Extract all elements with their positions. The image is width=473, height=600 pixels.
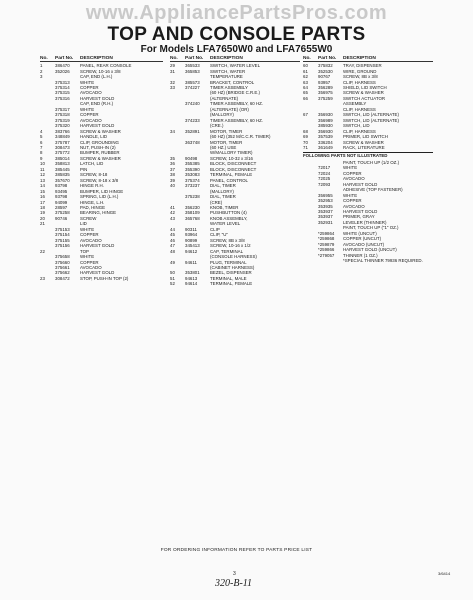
part-number: *259879 (318, 241, 335, 247)
part-number: 385835 (55, 172, 70, 178)
part-description: SCREW & WASHER (80, 155, 121, 161)
part-description: COPPER (343, 198, 362, 204)
part-description: COPPER (UNCUT) (343, 236, 382, 242)
part-description: CLIP, HARNESS (343, 106, 376, 112)
part-number: 375660 (55, 259, 70, 265)
part-illus-no: 23 (40, 275, 45, 281)
part-description: (ALTERNATE) (OR) (210, 106, 249, 112)
part-number: 375658 (55, 254, 70, 260)
part-number: 353937 (318, 208, 333, 214)
header-part: Part No. (55, 56, 74, 61)
part-description: HARVEST GOLD (80, 270, 115, 276)
parts-list-3 (303, 63, 433, 150)
part-description: TOP (80, 248, 89, 254)
part-number: 357539 (318, 134, 333, 140)
part-number: 93957 (318, 79, 331, 85)
part-description: (CRE.) (210, 123, 224, 129)
part-number: 72093 (318, 181, 331, 187)
part-description: W/MALLORY TIMER) (210, 150, 253, 156)
header-desc: DESCRIPTION (343, 56, 376, 61)
part-description: SCREW, 8-18 (80, 172, 108, 178)
part-description: PRIMER, GRAY (343, 214, 375, 220)
part-description: PANEL, REAR CONSOLE (80, 63, 132, 69)
part-description: WHITE (UNCUT) (343, 230, 377, 236)
part-description: BRACKET, CONTROL (210, 79, 255, 85)
part-row (170, 281, 300, 286)
part-description: ADHESIVE (TOP FASTENER) (343, 187, 403, 193)
part-number: *259866 (318, 247, 335, 253)
part-illus-no: 4 (40, 128, 43, 134)
part-description: AVOCADO (80, 90, 102, 96)
ordering-note: FOR ORDERING INFORMATION REFER TO PARTS PRICE LIST (160, 548, 313, 553)
part-description: TEMPERATURE (210, 74, 243, 80)
part-number: 375787 (55, 139, 70, 145)
part-number: 385445 (55, 166, 70, 172)
part-description: SWITCH, LID (ALTERNATE) (343, 117, 399, 123)
part-illus-no: 61 (303, 68, 308, 74)
part-number: *259868 (318, 236, 335, 242)
part-number: 356930 (318, 128, 333, 134)
parts-column-2 (170, 56, 300, 287)
part-number: 93964 (185, 232, 198, 238)
part-description: TIMER ASSEMBLY, 60 HZ. (210, 117, 264, 123)
part-number: 353935 (318, 203, 333, 209)
part-number: 374233 (185, 117, 200, 123)
part-number: 374240 (185, 101, 200, 107)
part-description: KNOB, TIMER (210, 204, 239, 210)
part-illus-no: 8 (40, 150, 43, 156)
part-description: TERMINAL, MALE (210, 275, 247, 281)
parts-column-3 (303, 56, 433, 264)
part-illus-no: 16 (40, 194, 45, 200)
part-number: 375320 (55, 123, 70, 129)
part-number: 374227 (185, 85, 200, 91)
part-description: BLOCK, DISCONNECT (210, 166, 257, 172)
part-description: WIRE, GROUND (343, 68, 377, 74)
part-illus-no: 50 (170, 270, 175, 276)
part-number: 353083 (185, 172, 200, 178)
document-number: 3/6414 (438, 571, 451, 576)
part-number: 375314 (55, 85, 70, 91)
part-illus-no: 47 (170, 243, 175, 249)
part-number: 375153 (55, 226, 70, 232)
part-illus-no: 70 (303, 139, 308, 145)
part-illus-no: 66 (303, 95, 308, 101)
part-description: PANEL, CONTROL (210, 177, 248, 183)
part-description: LID (80, 221, 87, 227)
part-number: 356975 (318, 90, 333, 96)
part-description: THINNER (1 OZ.) (343, 252, 378, 258)
part-description: SCREW, 8B x 3/8 (343, 74, 378, 80)
part-number: 357670 (55, 177, 70, 183)
part-number: 94612 (185, 248, 198, 254)
part-description: AVOCADO (80, 264, 102, 270)
not-illustrated-heading: FOLLOWING PARTS NOT ILLUSTRATED (303, 152, 433, 158)
part-description: AVOCADO (80, 237, 102, 243)
handwritten-note: 320-B-11 (215, 578, 253, 589)
header-part: Part No. (185, 56, 204, 61)
part-description: COPPER (80, 232, 99, 238)
part-number: 348849 (55, 134, 70, 140)
part-illus-no: 21 (40, 221, 45, 227)
part-number: 375662 (55, 270, 70, 276)
part-description: CAP, TERMINAL (210, 248, 244, 254)
part-illus-no: 12 (40, 172, 45, 178)
part-number: 352891 (185, 128, 200, 134)
part-number: 375772 (55, 150, 70, 156)
part-description: TIMER ASSEMBLY, 60 HZ. (210, 101, 264, 107)
part-illus-no: 67 (303, 112, 308, 118)
part-description: PAINT, TOUCH UP ("1" OZ.) (343, 225, 399, 231)
part-number: 375318 (55, 112, 70, 118)
part-illus-no: 33 (170, 85, 175, 91)
part-description: NUT, PUSH-IN (2) (80, 145, 116, 150)
parts-list-1 (40, 63, 163, 281)
part-number: 375374 (185, 177, 200, 183)
header-no: No. (303, 56, 311, 61)
part-description: SCREW & WASHER (343, 139, 384, 145)
part-row (40, 276, 163, 281)
part-description: SHIELD, LID SWITCH (343, 85, 387, 91)
part-number: 28597 (55, 204, 68, 210)
parts-list-not-illustrated (303, 160, 433, 264)
part-illus-no: 62 (303, 74, 308, 80)
part-number: 352953 (318, 198, 333, 204)
part-number: 94613 (185, 275, 198, 281)
part-illus-no: 39 (170, 177, 175, 183)
part-number: 386470 (55, 63, 70, 69)
part-row (303, 258, 433, 263)
part-description: SCREW, 8B x 3/8 (210, 237, 245, 243)
part-description: *SPECIAL THINNER 79936 REQUIRED. (343, 258, 423, 264)
part-description: (60 HZ) (352 M/C.C.R. TIMER) (210, 134, 271, 140)
part-number: 375259 (318, 95, 333, 101)
column-header (40, 56, 163, 62)
part-illus-no: 29 (170, 63, 175, 69)
part-number: 385573 (185, 79, 200, 85)
part-illus-no: 14 (40, 183, 45, 189)
part-description: ASSEMBLY (343, 101, 367, 107)
part-description: MOTOR, TIMER (210, 128, 243, 134)
part-description: HARVEST GOLD (343, 208, 378, 214)
page-title: TOP AND CONSOLE PARTS (107, 24, 366, 45)
part-number: 356989 (318, 117, 333, 123)
header-desc: DESCRIPTION (210, 56, 243, 61)
part-illus-no: 37 (170, 166, 175, 172)
part-illus-no: 40 (170, 183, 175, 189)
column-header (170, 56, 300, 62)
part-number: 336204 (318, 139, 333, 145)
part-description: WHITE (80, 226, 95, 232)
part-illus-no: 1 (40, 63, 43, 69)
page-number: 3 (233, 571, 236, 577)
part-number: 385014 (55, 155, 70, 161)
part-description: COPPER (80, 259, 99, 265)
part-description: CLIP (210, 226, 220, 232)
part-number: 345413 (185, 243, 200, 249)
part-illus-no: 7 (40, 145, 43, 150)
part-description: (MALLORY) (210, 188, 234, 194)
part-number: 365768 (185, 215, 200, 221)
part-description: PRIMER, LID SWITCH (343, 134, 388, 140)
part-description: RACK, LITERATURE (343, 145, 385, 150)
part-illus-no: 43 (170, 215, 175, 221)
part-illus-no: 13 (40, 177, 45, 183)
part-description: TERMINAL, FEMALE (210, 281, 253, 287)
part-illus-no: 38 (170, 172, 175, 178)
part-illus-no: 15 (40, 188, 45, 194)
part-description: AVOCADO (343, 203, 365, 209)
part-description: SCREW (80, 215, 97, 221)
part-description: DIAL, TIMER (210, 183, 236, 189)
part-number: 383766 (55, 128, 70, 134)
part-number: 375313 (55, 79, 70, 85)
part-description: BUMPER, LID HINGE (80, 188, 124, 194)
part-description: CLIP, GROUNDING (80, 139, 119, 145)
part-description: PAD, HINGE (80, 204, 106, 210)
part-description: WHITE (80, 254, 95, 260)
part-description: HARVEST GOLD (343, 181, 378, 187)
part-description: WHITE (343, 192, 358, 198)
part-number: 375315 (55, 90, 70, 96)
part-description: CLIP, "U" (210, 232, 228, 238)
part-illus-no: 32 (170, 79, 175, 85)
part-illus-no: 46 (170, 237, 175, 243)
part-description: BLOCK, DISCONNECT (210, 161, 257, 167)
part-number: *279057 (318, 252, 335, 258)
part-number: 356289 (318, 85, 333, 91)
part-number: 308473 (55, 145, 70, 150)
part-number: 353801 (185, 270, 200, 276)
part-number: *259864 (318, 230, 335, 236)
part-description: HANDLE, LID (80, 134, 108, 140)
part-description: WHITE (343, 165, 358, 171)
part-number: 94614 (185, 281, 198, 287)
part-description: PUSHBUTTON (4) (210, 210, 247, 216)
part-illus-no: 41 (170, 204, 175, 210)
part-number: 375319 (55, 117, 70, 123)
part-description: HINGE R.H. (80, 183, 104, 189)
part-illus-no: 51 (170, 275, 175, 281)
part-illus-no: 11 (40, 166, 45, 172)
part-illus-no: 60 (303, 63, 308, 69)
part-illus-no: 9 (40, 155, 43, 161)
part-number: 94099 (55, 199, 68, 205)
part-description: KNOB ASSEMBLY, (210, 215, 248, 221)
part-illus-no: 22 (40, 248, 45, 254)
part-number: 352530 (318, 68, 333, 74)
header-part: Part No. (318, 56, 337, 61)
part-description: SCREW, 8-18 x 3/8 (80, 177, 119, 183)
part-description: COPPER (343, 170, 362, 176)
part-illus-no: 44 (170, 226, 175, 232)
part-number: 90899 (185, 237, 198, 243)
part-description: CLIP, HARNESS (343, 79, 376, 85)
part-number: 358813 (55, 161, 70, 167)
part-description: PAINT, TOUCH UP (1/2 OZ.) (343, 159, 400, 165)
part-illus-no: 45 (170, 232, 175, 238)
part-number: 355385 (185, 161, 200, 167)
part-description: SWITCH, WATER LEVEL (210, 63, 261, 69)
part-illus-no: 6 (40, 139, 43, 145)
part-illus-no: 2 (40, 68, 43, 74)
part-number: 90746 (55, 215, 68, 221)
part-number: 356930 (318, 112, 333, 118)
part-illus-no: 65 (303, 90, 308, 96)
part-number: 90767 (318, 74, 331, 80)
column-header (303, 56, 433, 62)
part-description: SPRING, LID (L.H.) (80, 194, 119, 200)
part-description: LEVELER (THINNER) (343, 219, 387, 225)
part-description: SWITCH ACTUATOR (343, 95, 386, 101)
part-description: HARVEST GOLD (80, 95, 115, 101)
part-description: HARVEST GOLD (UNCUT) (343, 247, 397, 253)
part-description: SWITCH, LID (ALTERNATE) (343, 112, 399, 118)
part-description: (MALLORY) (210, 112, 234, 118)
part-number: 352026 (55, 68, 70, 74)
part-description: SCREW & WASHER (343, 90, 384, 96)
part-illus-no: 5 (40, 134, 43, 140)
part-description: STOP, PUSH-IN TOP (2) (80, 275, 129, 281)
part-illus-no: 18 (40, 204, 45, 210)
part-description: (60 HZ) (BRIDGE C.R.E.) (210, 90, 261, 96)
part-number (318, 258, 343, 263)
part-description: PLUG, TERMINAL (210, 259, 247, 265)
part-description: BEARING, HINGE (80, 210, 117, 216)
part-number: 308472 (55, 275, 70, 281)
header-no: No. (170, 56, 178, 61)
part-description: WHITE (80, 106, 95, 112)
page-subtitle: For Models LFA7650W0 and LFA7655W0 (140, 44, 333, 55)
part-description: CLIP, HARNESS (343, 128, 376, 134)
part-description: SCREW & WASHER (80, 128, 121, 134)
part-illus-no: 63 (303, 79, 308, 85)
parts-column-1 (40, 56, 163, 281)
part-number: 356955 (318, 192, 333, 198)
part-number: 358109 (185, 210, 200, 216)
part-description: SCREW, 10-16 x 3/8 (80, 68, 121, 74)
part-number: 72024 (318, 170, 331, 176)
part-description: BEZEL, DISPENSER (210, 270, 252, 276)
part-illus-no: 71 (303, 145, 308, 150)
part-illus-no: 42 (170, 210, 175, 216)
part-description: AVOCADO (343, 176, 365, 182)
part-description: COPPER (80, 112, 99, 118)
part-number: 352931 (318, 219, 333, 225)
part-description: AVOCADO (UNCUT) (343, 241, 385, 247)
part-description: SWITCH, WATER (210, 68, 246, 74)
part-description: AVOCADO (80, 117, 102, 123)
part-number: 373237 (185, 183, 200, 189)
part-illus-no: 34 (170, 128, 175, 134)
part-illus-no: 17 (40, 199, 45, 205)
part-number: 375832 (318, 63, 333, 69)
part-description: (CABINET HARNESS) (210, 264, 255, 270)
header-desc: DESCRIPTION (80, 56, 113, 61)
part-description: CAP, END (L.H.) (80, 74, 113, 80)
part-number: 375154 (55, 232, 70, 238)
part-illus-no: 20 (40, 215, 45, 221)
part-description: TRAY, DISPENSER (343, 63, 382, 69)
part-number: 361649 (318, 145, 333, 150)
part-illus-no: 48 (170, 248, 175, 254)
part-number: 90311 (185, 226, 197, 232)
part-number: 363748 (185, 139, 200, 145)
part-description: SCREW, 10-32 x 3/16 (210, 155, 253, 161)
part-description: HARVEST GOLD (80, 123, 115, 129)
part-illus-no: 35 (170, 155, 175, 161)
part-description: (60 HZ.) USE (210, 145, 237, 150)
part-description: CAP, END (R.H.) (80, 101, 114, 107)
part-number: 375156 (55, 243, 70, 249)
parts-list-2 (170, 63, 300, 287)
part-number: 90498 (185, 155, 198, 161)
part-description: PIN (80, 166, 88, 172)
part-number: 355390 (185, 166, 200, 172)
part-number: 72017 (318, 165, 331, 171)
part-illus-no: 31 (170, 68, 175, 74)
part-number: 93798 (55, 183, 68, 189)
part-number: 375317 (55, 106, 70, 112)
part-description: TERMINAL, FEMALE (210, 172, 253, 178)
part-description: (CRE) (210, 199, 223, 205)
part-illus-no: 64 (303, 85, 308, 91)
part-number: 375316 (55, 95, 70, 101)
part-description: DIAL, TIMER (210, 194, 236, 200)
part-illus-no (303, 258, 318, 263)
part-description: BUMPER, RUBBER (80, 150, 120, 156)
part-number: 375258 (55, 210, 70, 216)
part-description: WHITE (80, 79, 95, 85)
part-illus-no: 36 (170, 161, 175, 167)
part-number: 385930 (318, 123, 333, 129)
part-illus-no: 10 (40, 161, 45, 167)
part-number: 365533 (185, 63, 200, 69)
part-description: (CONSOLE HARNESS) (210, 254, 257, 260)
part-description: TIMER ASSEMBLY (210, 85, 248, 91)
watermark: www.AppliancePartsPros.com (85, 2, 388, 24)
part-number: 93495 (55, 188, 68, 194)
part-number: 356230 (185, 204, 200, 210)
part-description: COPPER (80, 85, 99, 91)
part-number: 94611 (185, 259, 197, 265)
part-number: 93798 (55, 194, 68, 200)
part-illus-no: 19 (40, 210, 45, 216)
part-number: 375661 (55, 264, 70, 270)
part-illus-no: 52 (170, 281, 175, 287)
header-no: No. (40, 56, 48, 61)
part-description: SCREW, 10-16 x 1/2 (210, 243, 251, 249)
part-description: SWITCH, LID (343, 123, 370, 129)
part-illus-no: 49 (170, 259, 175, 265)
part-illus-no: 68 (303, 128, 308, 134)
part-description: (ALTERNATE) (210, 95, 239, 101)
part-description: HARVEST GOLD (80, 243, 115, 249)
part-number: 72025 (318, 176, 331, 182)
part-description: MOTOR, TIMER (210, 139, 243, 145)
part-description: LATCH, LID (80, 161, 104, 167)
part-illus-no: 3 (40, 74, 43, 80)
part-number: 365853 (185, 68, 200, 74)
part-illus-no: 69 (303, 134, 308, 140)
part-number: 375238 (185, 194, 200, 200)
part-description: WATER LEVEL (210, 221, 241, 227)
part-number: 353937 (318, 214, 333, 220)
part-description: HINGE, L.H. (80, 199, 105, 205)
part-row (303, 145, 433, 150)
part-number: 375155 (55, 237, 70, 243)
